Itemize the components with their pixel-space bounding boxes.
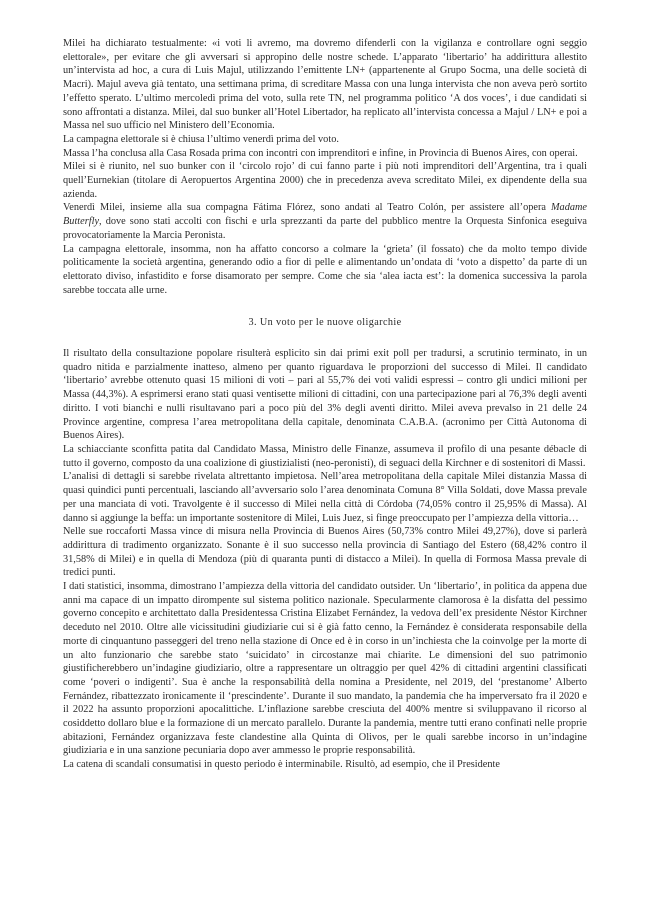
text-run: Venerdì Milei, insieme alla sua compagna Fátima Flórez, sono andati al Teatro Colón, per assistere all’opera [63,202,551,214]
body-paragraph [63,201,587,242]
body-paragraph: Nelle sue roccaforti Massa vince di misura nella Provincia di Buenos Aires (50,73% contro Milei 49,27%), dove si parlerà addirittura di tradimento organizzato. Sonante è il suo successo nella provincia di Santiago del Estero (68,42% contro il 31,58% di Milei) e in quella di Mendoza (più di quaranta punti di distacco a Milei). In quella di Formosa Massa prevale di tredici punti. [63,526,587,579]
body-paragraph: Milei si è riunito, nel suo bunker con il ‘circolo rojo’ di cui fanno parte i più noti imprenditori dell’Argentina, tra i quali quell’Eurnekian (titolare di Aeropuertos Argentina 2000) che in precedenza aveva screditato Milei, ex dipendente della sua azienda. [63,161,587,200]
section-heading: 3. Un voto per le nuove oligarchie [248,317,402,329]
body-paragraph: Massa l’ha conclusa alla Casa Rosada prima con incontri con imprenditori e infine, in Provincia di Buenos Aires, con operai. [63,147,578,159]
opera-title: Madame Butterfly [63,202,587,228]
body-paragraph: La catena di scandali consumatisi in questo periodo è interminabile. Risultò, ad esempio, che il Presidente [63,759,500,771]
text-run: , dove sono stati accolti con fischi e urla sprezzanti da parte del pubblico mentre la Orquesta Sinfonica eseguiva provocatoriamente la Marcia Peronista. [63,216,587,241]
body-paragraph: La campagna elettorale, insomma, non ha affatto concorso a colmare la ‘grieta’ (il fossato) che da molto tempo divide politicamente la società argentina, generando odio a fior di pelle e alimentando un’ondata di ‘voto a dispetto’ da parte di un elettorato diviso, infastidito e forse disamorato per sempre. Come che sia ‘alea iacta est’: la domenica successiva la parola sarebbe toccata alle urne. [63,243,587,296]
body-paragraph: La schiacciante sconfitta patita dal Candidato Massa, Ministro delle Finanze, assumeva il profilo di una pesante débacle di tutto il governo, composto da una coalizione di giustizialisti (neo-peronisti), di seguaci della Kirchner e di sostenitori di Massi. [63,443,587,469]
body-paragraph: Il risultato della consultazione popolare risulterà esplicito sin dai primi exit poll per tradursi, a scrutinio terminato, in un quadro nitida e parzialmente inatteso, almeno per quanto riguardava le proporzioni del successo di Milei. Il candidato ‘libertario’ avrebbe ottenuto quasi 15 milioni di voti – pari al 55,7% dei voti validi espressi – contro gli undici milioni per Massa (44,3%). A esprimersi erano stati quasi ventisette milioni di cittadini, con una partecipazione pari al 76,3% degli aventi diritto. I voti bianchi e nulli risultavano pari a poco più del 3% degli aventi diritto. Milei aveva prevalso in 21 delle 24 Province argentine, compresa l’area metropolitana della capitale, denominata C.A.B.A. (acronimo per Città Autonoma di Buenos Aires). [63,348,587,442]
body-paragraph: Milei ha dichiarato testualmente: «i voti li avremo, ma dovremo difenderli con la vigilanza e controllare ogni seggio elettorale», per evitare che gli avversari si appropino delle nostre schede. L’apparato ‘libertario’ ha addirittura allestito un’intervista ad hoc, a cura di Luis Majul, utilizzando l’emittente LN+ (appartenente al Grupo Socma, una delle società di Macri). Majul aveva già tentato, una settimana prima, di screditare Massa con una lunga intervista che non aveva però sortito l’effetto sperato. L’ultimo mercoledì prima del voto, sulla rete TN, nel programma politico ‘A dos voces’, i due candidati si sono affrontati a distanza. Milei, dal suo bunker all’Hotel Libertador, ha replicato all’intervista concessa a Majul / LN+ e poi a Massa nel suo ufficio nel Ministero dell’Economia. [63,38,587,132]
document-page [63,37,587,772]
body-paragraph: I dati statistici, insomma, dimostrano l’ampiezza della vittoria del candidato outsider. Un ‘libertario’, in politica da appena due anni ma capace di un impatto dirompente sul sistema politico nazionale. Specularmente clamorosa è la disfatta del pessimo governo concepito e architettato dalla Presidentessa Cristina Elizabet Fernández, la vedova dell’ex presidente Néstor Kirchner deceduto nel 2010. Oltre alle vicissitudini giudiziarie cui si è già fatto cenno, la Fernández è considerata responsabile della morte di cinquantuno passeggeri del treno nella stazione di Once ed è in corso in un’inchiesta che la coinvolge per la morte di un alto funzionario che sarebbe stato ‘suicidato’ in circostanze mai chiarite. Le dimensioni del suo patrimonio giustificherebbero un’indagine giudiziario, oltre a rappresentare un oltraggio per quel 42% di cittadini argentini classificati come ‘poveri o indigenti’. Sua è anche la responsabilità della nomina a Presidente, nel 2019, del ‘prestanome’ Alberto Fernández, ribattezzato ironicamente il ‘prescindente’. Durante il suo mandato, la pandemia che ha imperversato fra il 2020 e il 2022 ha assunto proporzioni apocalittiche. L’inflazione sarebbe cresciuta del 400% mentre si sviluppavano il ricorso al cosiddetto dollaro blue e la formazione di un mercato parallelo. Durante la pandemia, mentre tutti erano confinati nelle proprie abitazioni, Fernández organizzava feste clandestine alla Quinta di Olivos, per le quali sarebbe incorso in un’indagine giudiziaria e in una sanzione pecuniaria dopo aver ammesso le proprie responsabilità. [63,581,587,757]
body-paragraph: La campagna elettorale si è chiusa l’ultimo venerdì prima del voto. [63,133,339,145]
body-paragraph: L’analisi di dettagli si sarebbe rivelata altrettanto impietosa. Nell’area metropolitana della capitale Milei distanzia Massa di quasi quindici punti percentuali, lasciando all’avversario solo l’area denominata Comuna 8° Villa Soldati, dove Massa prevale per una manciata di voti. Travolgente è il successo di Milei nella città di Córdoba (74,05% contro il 25,95% di Massa). Al danno si aggiunge la beffa: un importante sostenitore di Milei, Luis Juez, si finge preoccupato per l’ampiezza della vittoria… [63,471,587,524]
